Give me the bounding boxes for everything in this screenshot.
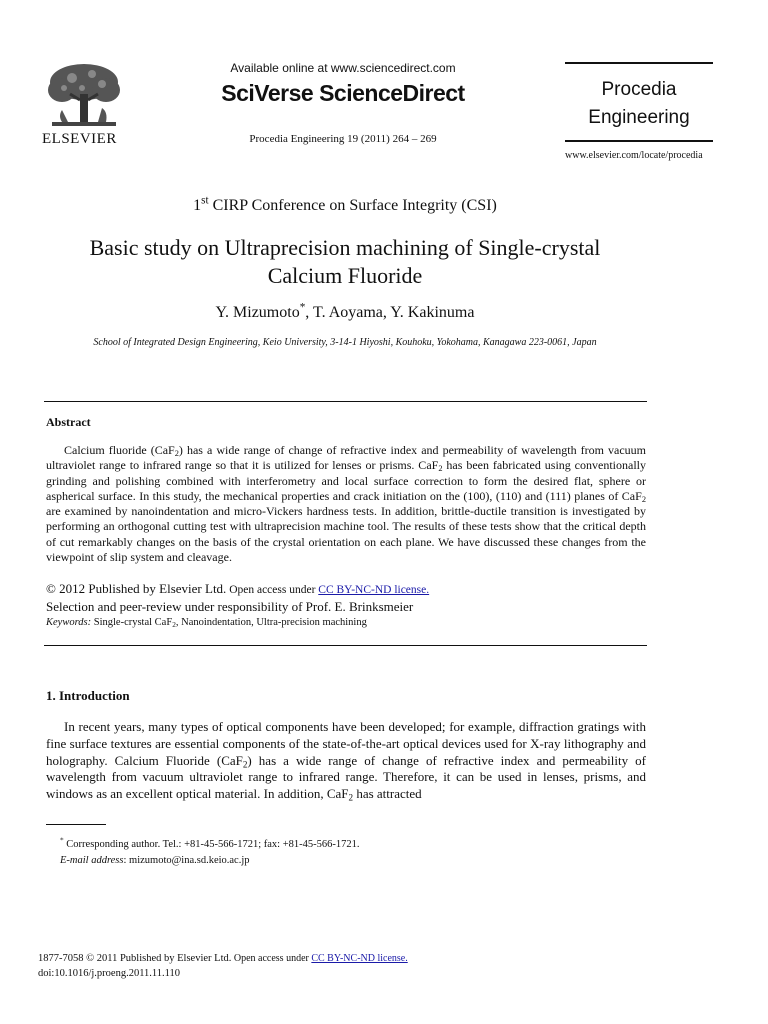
introduction-text [46,719,646,803]
abstract-part: ) has a wide range of change of refractive index and permeability of wavelength from vacuum ultraviolet range to infrared range so that it is utilized for lenses or prisms. CaF [46,443,646,473]
subscript: 2 [641,494,646,504]
subscript: 2 [438,464,443,474]
journal-title-line2: Engineering [588,107,690,128]
journal-title [565,76,713,132]
intro-part: In recent years, many types of optical components have been developed; for example, diffraction gratings with fine surface textures are essential components of the state-of-the-art optical devices used for X-ray lithography and holography. Calcium Fluoride (CaF [46,719,646,768]
open-access-text: Open access under [226,584,319,596]
abstract-text [46,443,646,565]
intro-part: has attracted [353,786,422,802]
journal-citation: Procedia Engineering 19 (2011) 264 – 269 [249,133,437,145]
footnote-email [60,855,250,866]
abstract-part: are examined by nanoindentation and micro-Vickers hardness tests. In addition, brittle-ductile transition is investigated by performing an orthogonal cutting test with ultraprecision machine tool. The results of these tests show that the critical depth of cut remarkably changes on the basis of the crystal orientation on each plane. We have discussed these changes from the viewpoint of slip system and cleavage. [46,504,646,565]
email-label: E-mail address [60,855,124,866]
abstract-part: has been fabricated using conventionally grinding and polishing combined with interferometry and local surface correction to form the desired flat, sphere or aspherical surface. In this study, the mechanical properties and crack initiation on the (100), (110) and (111) planes of CaF [46,458,646,503]
subscript: 2 [174,449,179,459]
paper-title [40,234,650,290]
conference-ordinal: st [201,194,209,207]
keywords-label: Keywords: [46,617,92,628]
copyright-line [46,581,429,597]
paper-title-line1: Basic study on Ultraprecision machining of Single-crystal [89,235,601,260]
email-address: : mizumoto@ina.sd.keio.ac.jp [123,855,250,866]
conference-number: 1 [193,197,202,214]
subscript: 2 [172,619,176,629]
divider-bottom [44,645,647,646]
author-1: Y. Mizumoto [215,304,300,321]
issn-text: 1877-7058 © 2011 Published by Elsevier Ltd. [38,953,232,964]
corresponding-text: Corresponding author. Tel.: +81-45-566-1721; fax: +81-45-566-1721. [63,839,360,850]
abstract-heading: Abstract [46,415,91,429]
open-access-text: Open access under [231,953,312,964]
copyright-text: © 2012 Published by Elsevier Ltd. [46,581,227,596]
issn-line [38,953,408,964]
platform-name: SciVerse ScienceDirect [221,80,465,106]
abstract-part: Calcium fluoride (CaF [64,443,175,457]
keywords-line [46,617,367,628]
affiliation: School of Integrated Design Engineering, Keio University, 3-14-1 Hiyoshi, Kouhoku, Yokohama, Kanagawa 223-0061, Japan [93,337,597,348]
section-heading-introduction: 1. Introduction [46,688,130,703]
authors-rest: , T. Aoyama, Y. Kakinuma [305,304,475,321]
paper-title-line2: Calcium Fluoride [267,263,423,288]
footnote-corresponding [60,835,360,850]
peer-review-line: Selection and peer-review under responsibility of Prof. E. Brinksmeier [46,599,414,614]
footnote-mark: * [60,835,64,845]
corresponding-mark: * [299,301,306,314]
publisher-name: ELSEVIER [42,131,117,147]
journal-url: www.elsevier.com/locate/procedia [565,150,703,161]
doi-line: doi:10.1016/j.proeng.2011.11.110 [38,968,181,979]
keywords-part: , Nanoindentation, Ultra-precision machining [175,617,367,628]
authors [0,301,690,322]
divider-top [44,401,647,402]
journal-title-line1: Procedia [601,79,677,100]
license-link-bottom[interactable]: CC BY-NC-ND license. [311,953,408,964]
available-online: Available online at www.sciencedirect.com [230,61,456,75]
conference-name [0,194,690,215]
license-link[interactable]: CC BY-NC-ND license. [318,584,430,596]
keywords-part: Single-crystal CaF [91,617,173,628]
subscript: 2 [348,792,354,803]
conference-text: CIRP Conference on Surface Integrity (CSI) [208,197,497,214]
intro-part: ) has a wide range of change of refractive index and permeability of wavelength from vacuum ultraviolet range to infrared range. Therefore, it can be used in lenses, prisms, and windows as an excellent optical material. In addition, CaF [46,752,647,802]
footnote-rule [46,824,106,825]
subscript: 2 [242,758,248,769]
